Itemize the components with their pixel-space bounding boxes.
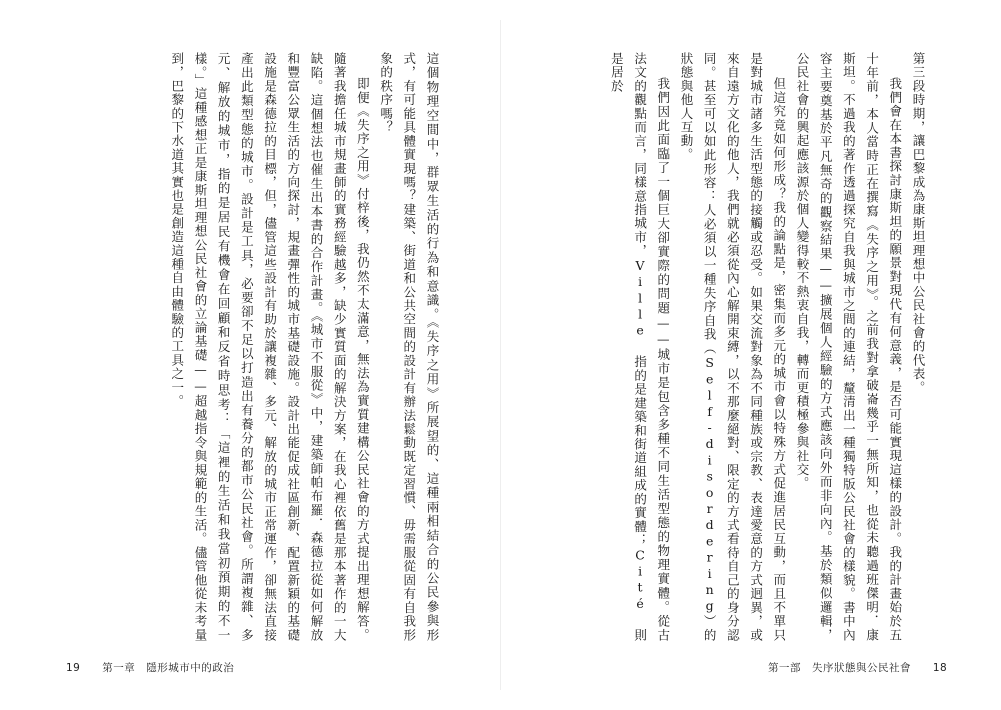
left-page-body bbox=[92, 52, 444, 642]
right-paragraph-2: 我們會在本書探討康斯坦的願景對現代有何意義，是否可能實現這樣的設計。我的計畫始於五十年前，本人當時正在撰寫《失序之用》。之前我對拿破崙幾乎一無所知，也從未聽過班傑明．康斯坦。不過我的著作透過探究自我與城市之間的連結，釐清出一種獨特版公民社會的樣貌。書中內容主要奠基於平凡無奇的觀察結果——擴展個人經驗的方式應該向外而非向內。基於類似邏輯，公民社會的興起應該源於個人變得較不熱衷自我，轉而更積極參與社交。 bbox=[794, 52, 903, 642]
right-page-footer bbox=[768, 660, 947, 675]
left-running-title: 第一章 隱形城市中的政治 bbox=[102, 662, 235, 674]
right-paragraph-1: 第三段時期，讓巴黎成為康斯坦理想中公民社會的代表。 bbox=[911, 52, 926, 395]
left-paragraph-2: 即便《失序之用》付梓後，我仍然不太滿意，無法為實質建構公民社會的方式提出理想解答。隨著我擔任城市規畫師的實務經驗越多，缺少實質面的解決方案，在我心裡依舊是那本著作的一大缺陷。這個想法也催生出本書的合作計畫。《城市不服從》中，建築師帕布羅．森德拉從如何解放和豐富公眾生活的方向探討，規畫彈性的城市基礎設施。設計出能促成社區創新、配置新穎的基礎設施是森德拉的目標，但，儘管這些設計有助於讓複雜、多元、解放的城市正常運作，卻無法直接產出此類型態的城市。設計是工具，必要卻不足以打造出有養分的都市公民社會。所謂複雜、多元、解放的城市，指的是居民有機會在回顧和反省時思考：「這裡的生活和我當初預期的不一樣。」這種感想正是康斯坦理想公民社會的立論基礎——超越指令與規範的生活。儘管他從未考量到，巴黎的下水道其實也是創造這種自由體驗的工具之一。 bbox=[169, 52, 371, 642]
page-gutter bbox=[500, 20, 501, 690]
right-page-body bbox=[542, 52, 930, 642]
right-page-number: 18 bbox=[932, 662, 948, 674]
right-page bbox=[542, 52, 930, 642]
left-page-footer bbox=[66, 660, 234, 675]
right-paragraph-4: 我們因此面臨了一個巨大卻實際的問題——城市是包含多種不同生活型態的物理實體。從古法文的觀點而言，同樣意指城市，Ville 指的是建築和街道組成的實體；Cité 則是居於 bbox=[609, 52, 671, 642]
left-paragraph-1: 這個物理空間中，群眾生活的行為和意識。《失序之用》所展望的、這種兩相結合的公民參與形式，有可能具體實現嗎？建築、街道和公共空間的設計有辦法鬆動既定習慣、毋需服從固有自我形象的秩序嗎？ bbox=[378, 52, 440, 642]
left-page-number: 19 bbox=[66, 662, 81, 674]
right-running-title: 第一部 失序狀態與公民社會 bbox=[768, 662, 911, 674]
left-page bbox=[92, 52, 444, 642]
right-paragraph-3: 但這究竟如何形成？我的論點是，密集而多元的城市會以特殊方式促進居民互動，而且不單只是對城市諸多生活型態的接觸或忍受。如果交流對象為不同種族或宗教、表達愛意的方式迥異，或來自遠方文化的他人，我們就必須從內心解開束縛，以不那麼絕對、限定的方式看待自己的身分認同。甚至可以如此形容：人必須以一種失序自我（Self-disordering）的狀態與他人互動。 bbox=[678, 52, 787, 642]
